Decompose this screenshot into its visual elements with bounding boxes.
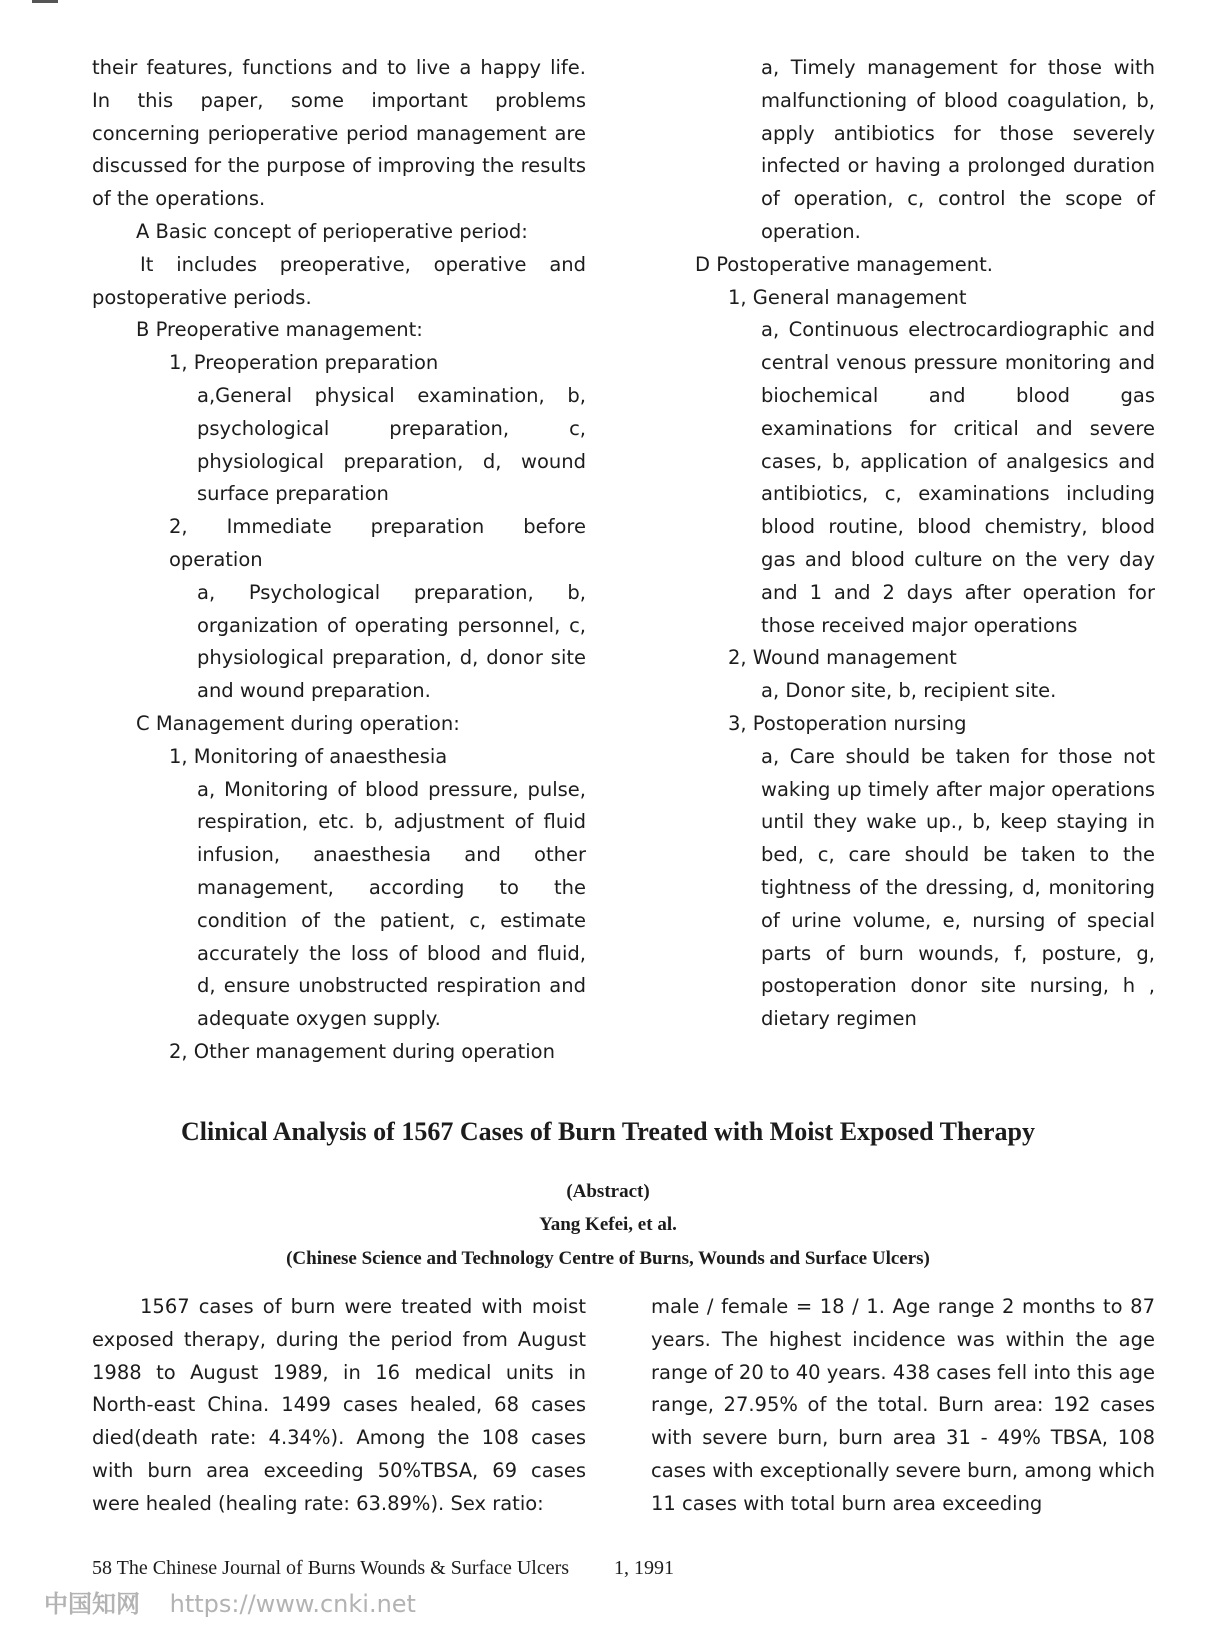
- outline-paragraph: 3, Postoperation nursing: [728, 711, 967, 735]
- abstract-right-column: [651, 1291, 1155, 1521]
- abstract-left-column: [92, 1291, 586, 1521]
- outline-paragraph: B Preoperative management:: [136, 318, 423, 342]
- outline-paragraph: 2, Wound management: [728, 646, 957, 670]
- issue-number: 1, 1991: [614, 1557, 675, 1579]
- outline-paragraph: 1, Preoperation preparation: [169, 351, 439, 375]
- affiliation-line: (Chinese Science and Technology Centre of Burns, Wounds and Surface Ulcers): [286, 1248, 930, 1269]
- top-left-column: [92, 52, 586, 1069]
- cnki-url: https://www.cnki.net: [169, 1590, 416, 1618]
- outline-paragraph: a, Donor site, b, recipient site.: [761, 679, 1057, 703]
- outline-paragraph: a, Psychological preparation, b, organization of operating personnel, c, physiological preparation, d, donor site and wound preparation.: [197, 580, 586, 703]
- page-footer: [92, 1557, 674, 1580]
- outline-paragraph: their features, functions and to live a happy life. In this paper, some important problems concerning perioperative period management are discussed for the purpose of improving the results of the operations.: [92, 56, 586, 211]
- abstract-paragraph-continued: male / female = 18 / 1. Age range 2 months to 87 years. The highest incidence was within the age range of 20 to 40 years. 438 cases fell into this age range, 27.95% of the total. Burn area: 192 cases with severe burn, burn area 31 - 49% TBSA, 108 cases with exceptionally severe burn, among which 11 cases with total burn area exceeding: [651, 1295, 1155, 1515]
- outline-paragraph: a, Continuous electrocardiographic and central venous pressure monitoring and biochemical and blood gas examinations for critical and severe cases, b, application of analgesics and antibiotics, c, examinations including blood routine, blood chemistry, blood gas and blood culture on the very day and 1 and 2 days after operation for those received major operations: [761, 318, 1155, 637]
- outline-paragraph: 1, Monitoring of anaesthesia: [169, 744, 448, 768]
- abstract-paragraph: 1567 cases of burn were treated with moist exposed therapy, during the period from August 1988 to August 1989, in 16 medical units in North-east China. 1499 cases healed, 68 cases died(death rate: 4.34%). Among the 108 cases with burn area exceeding 50%TBSA, 69 cases were healed (healing rate: 63.89%). Sex ratio:: [92, 1295, 586, 1515]
- outline-paragraph: a, Monitoring of blood pressure, pulse, respiration, etc. b, adjustment of fluid infusion, anaesthesia and other management, according to the condition of the patient, c, estimate accurately the loss of blood and fluid, d, ensure unobstructed respiration and adequate oxygen supply.: [197, 777, 586, 1031]
- article-title: Clinical Analysis of 1567 Cases of Burn Treated with Moist Exposed Therapy: [181, 1117, 1035, 1146]
- cnki-logo-text: 中国知网: [44, 1590, 140, 1618]
- abstract-label: (Abstract): [566, 1181, 650, 1202]
- outline-paragraph: a, Care should be taken for those not waking up timely after major operations until they wake up., b, keep staying in bed, c, care should be taken to the tightness of the dressing, d, monitoring of urine volume, e, nursing of special parts of burn wounds, f, posture, g, postoperation donor site nursing, h , dietary regimen: [761, 744, 1155, 1031]
- outline-paragraph: 2, Other management during operation: [169, 1039, 555, 1063]
- page-number: 58: [92, 1557, 112, 1579]
- outline-paragraph: C Management during operation:: [136, 711, 460, 735]
- cnki-watermark: [44, 1584, 416, 1619]
- outline-paragraph: a, Timely management for those with malfunctioning of blood coagulation, b, apply antibiotics for those severely infected or having a prolonged duration of operation, c, control the scope of operation.: [761, 56, 1155, 243]
- outline-paragraph: A Basic concept of perioperative period:: [136, 219, 528, 243]
- scan-corner-mark: [32, 0, 58, 3]
- journal-name: The Chinese Journal of Burns Wounds & Surface Ulcers: [116, 1557, 570, 1579]
- author-line: Yang Kefei, et al.: [539, 1214, 677, 1235]
- outline-paragraph: D Postoperative management.: [695, 252, 993, 276]
- outline-paragraph: a,General physical examination, b, psychological preparation, c, physiological preparation, d, wound surface preparation: [197, 383, 586, 506]
- outline-paragraph: 1, General management: [728, 285, 967, 309]
- top-right-column: [695, 52, 1155, 1036]
- outline-paragraph: 2, Immediate preparation before operation: [169, 515, 586, 571]
- outline-paragraph: It includes preoperative, operative and postoperative periods.: [92, 252, 586, 309]
